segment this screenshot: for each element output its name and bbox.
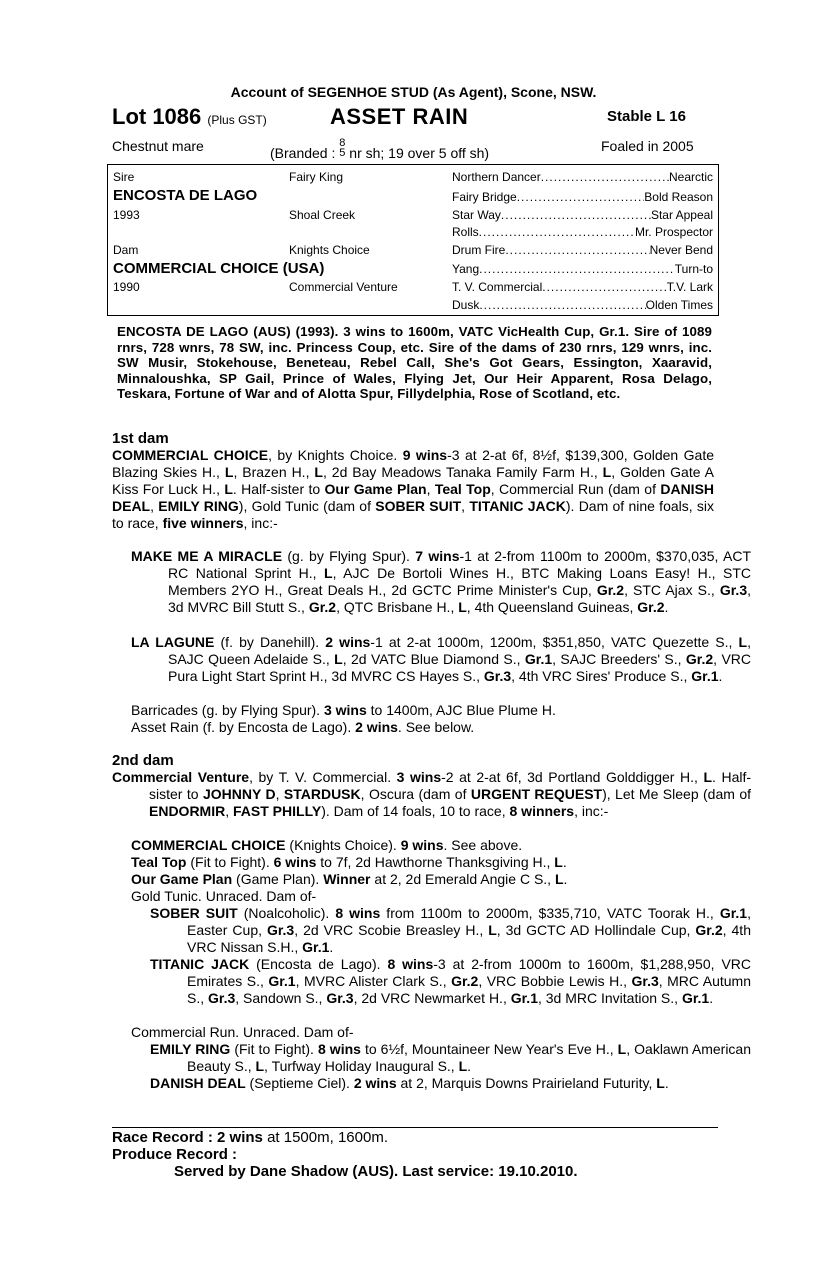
foal-entry: MAKE ME A MIRACLE (g. by Flying Spur). 7 wins-1 at 2-from 1100m to 2000m, $370,035, ACT RC National Sprint H., L, AJC De Bortoli Wines H., BTC Making Loans Easy! H., STC Members 2YO H., Great Deals H., 2d GCTC Prime Minister's Cup, Gr.2, STC Ajax S., Gr.3, 3d MVRC Bill Stutt S., Gr.2, QTC Brisbane H., L, 4th Queensland Guineas, Gr.2. xyxy=(131,548,752,615)
pedigree-row: T. V. Commercial ..... T.V. Lark xyxy=(452,280,713,294)
lot-note: (Plus GST) xyxy=(207,113,267,127)
foal-entry: Asset Rain (f. by Encosta de Lago). 2 wins. See below. xyxy=(131,719,475,735)
brand-mark-icon: 8 5 xyxy=(339,137,346,159)
dam-year: 1990 xyxy=(113,280,140,294)
progeny-entry: Gold Tunic. Unraced. Dam of- xyxy=(131,888,317,904)
grandprogeny-entry: SOBER SUIT (Noalcoholic). 8 wins from 1100m to 2000m, $335,710, VATC Toorak H., Gr.1, Easter Cup, Gr.3, 2d VRC Scobie Breasley H., L, 3d GCTC AD Hollindale Cup, Gr.2, 4th VRC Nissan S.H., Gr.1. xyxy=(150,905,751,955)
pedigree-row: Yang ..... Turn-to xyxy=(452,262,713,276)
first-dam-paragraph: COMMERCIAL CHOICE, by Knights Choice. 9 wins-3 at 2-at 6f, 8½f, $139,300, Golden Gate Blazing Skies H., L, Brazen H., L, 2d Bay Meadows Tanaka Family Farm H., L, Golden Gate A Kiss For Luck H., L. Half-sister to Our Game Plan, Teal Top, Commercial Run (dam of DANISH DEAL, EMILY RING), Gold Tunic (dam of SOBER SUIT, TITANIC JACK). Dam of nine foals, six to race, five winners, inc:- xyxy=(112,447,715,531)
second-dam-paragraph: Commercial Venture, by T. V. Commercial. 3 wins-2 at 2-at 6f, 3d Portland Golddigger H., L. Half-sister to JOHNNY D, STARDUSK, Oscura (dam of URGENT REQUEST), Let Me Sleep (dam of ENDORMIR, FAST PHILLY). Dam of 14 foals, 10 to race, 8 winners, inc:- xyxy=(112,769,752,819)
account-line: Account of SEGENHOE STUD (As Agent), Scone, NSW. xyxy=(230,84,597,100)
brand-description: (Branded : 8 5 nr sh; 19 over 5 off sh) xyxy=(270,137,490,161)
first-dam-heading: 1st dam xyxy=(112,430,169,447)
foal-entry: LA LAGUNE (f. by Danehill). 2 wins-1 at 2-at 1000m, 1200m, $351,850, VATC Quezette S., L, SAJC Queen Adelaide S., L, 2d VATC Blue Diamond S., Gr.1, SAJC Breeders' S., Gr.2, VRC Pura Light Start Sprint H., 3d MVRC CS Hayes S., Gr.3, 4th VRC Sires' Produce S., Gr.1. xyxy=(131,634,751,684)
race-record: Race Record : 2 wins at 1500m, 1600m. xyxy=(112,1129,388,1146)
divider-line xyxy=(112,1127,718,1128)
sire-label: Sire xyxy=(113,170,135,184)
pedigree-row: Fairy Bridge ..... Bold Reason xyxy=(452,190,713,204)
pedigree-row: Drum Fire ..... Never Bend xyxy=(452,243,713,257)
pedigree-row: Northern Dancer ..... Nearctic xyxy=(452,170,713,184)
pedigree-table xyxy=(107,164,719,316)
foaled-year: Foaled in 2005 xyxy=(601,138,694,154)
progeny-entry: Our Game Plan (Game Plan). Winner at 2, 2d Emerald Angie C S., L. xyxy=(131,871,568,887)
sire-year: 1993 xyxy=(113,208,140,222)
progeny-entry: Teal Top (Fit to Fight). 6 wins to 7f, 2d Hawthorne Thanksgiving H., L. xyxy=(131,854,567,870)
grandprogeny-entry: EMILY RING (Fit to Fight). 8 wins to 6½f, Mountaineer New Year's Eve H., L, Oaklawn American Beauty S., L, Turfway Holiday Inaugural S., L. xyxy=(150,1041,751,1074)
grandprogeny-entry: DANISH DEAL (Septieme Ciel). 2 wins at 2, Marquis Downs Prairieland Futurity, L. xyxy=(150,1075,669,1091)
pedigree-row: Dusk ..... Olden Times xyxy=(452,298,713,312)
sire-summary: ENCOSTA DE LAGO (AUS) (1993). 3 wins to 1600m, VATC VicHealth Cup, Gr.1. Sire of 1089 rnrs, 728 wnrs, 78 SW, inc. Princess Coup, etc. Sire of the dams of 230 rnrs, 129 wnrs, inc. SW Musir, Stokehouse, Beneteau, Rebel Call, She's Got Gears, Essington, Xaaravid, Minnaloushka, SP Gail, Prince of Wales, Flying Jet, Our Heir Apparent, Rosa Delago, Teskara, Fortune of War and of Alotta Spur, Fillydelphia, Rose of Scotland, etc. xyxy=(117,324,712,401)
pedigree-row: Rolls ..... Mr. Prospector xyxy=(452,225,713,239)
grandprogeny-entry: TITANIC JACK (Encosta de Lago). 8 wins-3 at 2-from 1000m to 1600m, $1,288,950, VRC Emirates S., Gr.1, MVRC Alister Clark S., Gr.2, VRC Bobbie Lewis H., Gr.3, MRC Autumn S., Gr.3, Sandown S., Gr.3, 2d VRC Newmarket H., Gr.1, 3d MRC Invitation S., Gr.1. xyxy=(150,956,751,1006)
second-dam-heading: 2nd dam xyxy=(112,752,174,769)
stable-number: Stable L 16 xyxy=(607,108,686,125)
dam-dam: Commercial Venture xyxy=(289,280,398,294)
last-service: Served by Dane Shadow (AUS). Last service: 19.10.2010. xyxy=(174,1163,578,1180)
progeny-entry: Commercial Run. Unraced. Dam of- xyxy=(131,1024,354,1040)
foal-entry: Barricades (g. by Flying Spur). 3 wins to 1400m, AJC Blue Plume H. xyxy=(131,702,556,718)
pedigree-row: Star Way ..... Star Appeal xyxy=(452,208,713,222)
sire-dam: Shoal Creek xyxy=(289,208,356,222)
dam-name: COMMERCIAL CHOICE (USA) xyxy=(113,260,325,277)
lot-number: Lot 1086 (Plus GST) xyxy=(112,104,267,129)
horse-name: ASSET RAIN xyxy=(330,104,469,129)
sex-colour: Chestnut mare xyxy=(112,138,204,154)
dam-label: Dam xyxy=(113,243,139,257)
sire-name: ENCOSTA DE LAGO xyxy=(113,187,258,204)
produce-record: Produce Record : xyxy=(112,1146,238,1163)
dam-sire: Knights Choice xyxy=(289,243,370,257)
progeny-entry: COMMERCIAL CHOICE (Knights Choice). 9 wins. See above. xyxy=(131,837,523,853)
sire-sire: Fairy King xyxy=(289,170,344,184)
